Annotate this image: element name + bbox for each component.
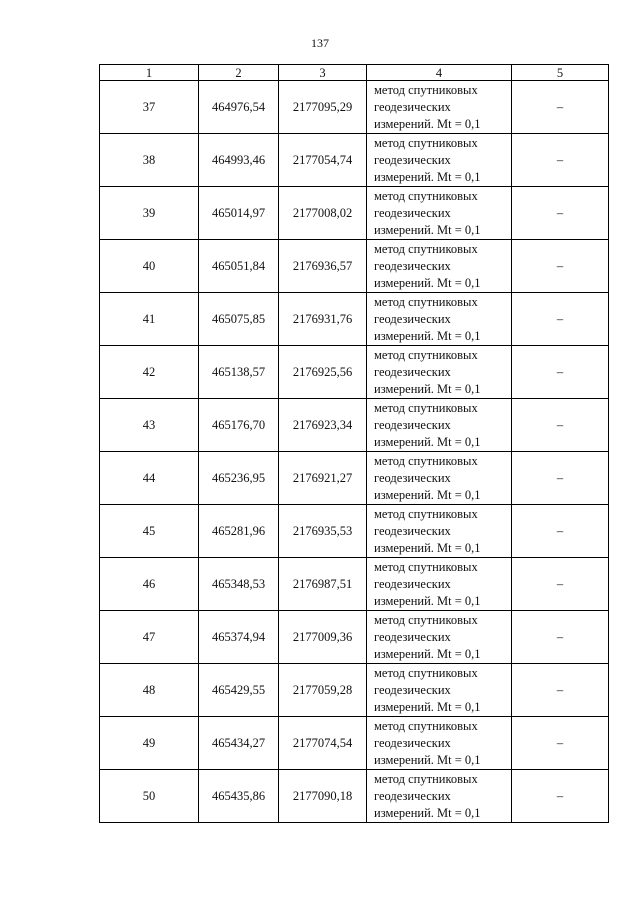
note-cell: – — [512, 293, 609, 346]
table-row — [100, 664, 609, 717]
method-line: метод спутниковых — [374, 400, 478, 415]
note-cell: – — [512, 717, 609, 770]
point-number-cell: 44 — [100, 452, 199, 505]
method-line: геодезических — [374, 682, 451, 697]
x-coordinate-cell: 464976,54 — [199, 81, 279, 134]
point-number-cell: 37 — [100, 81, 199, 134]
table-row — [100, 770, 609, 823]
y-coordinate-cell: 2177095,29 — [279, 81, 367, 134]
note-cell: – — [512, 399, 609, 452]
method-line: метод спутниковых — [374, 82, 478, 97]
point-number-cell: 47 — [100, 611, 199, 664]
method-line: геодезических — [374, 629, 451, 644]
method-line: метод спутниковых — [374, 612, 478, 627]
table-row — [100, 717, 609, 770]
point-number-cell: 39 — [100, 187, 199, 240]
method-line: геодезических — [374, 205, 451, 220]
x-coordinate-cell: 465138,57 — [199, 346, 279, 399]
point-number-cell: 43 — [100, 399, 199, 452]
method-line: геодезических — [374, 99, 451, 114]
method-line: геодезических — [374, 258, 451, 273]
method-line: измерений. Mt = 0,1 — [374, 328, 481, 343]
method-line: метод спутниковых — [374, 559, 478, 574]
note-cell: – — [512, 611, 609, 664]
method-line: измерений. Mt = 0,1 — [374, 169, 481, 184]
method-cell — [367, 187, 512, 240]
y-coordinate-cell: 2176925,56 — [279, 346, 367, 399]
point-number-cell: 40 — [100, 240, 199, 293]
y-coordinate-cell: 2176987,51 — [279, 558, 367, 611]
method-line: геодезических — [374, 152, 451, 167]
method-line: измерений. Mt = 0,1 — [374, 434, 481, 449]
method-line: метод спутниковых — [374, 135, 478, 150]
method-line: метод спутниковых — [374, 347, 478, 362]
y-coordinate-cell: 2177074,54 — [279, 717, 367, 770]
method-cell — [367, 717, 512, 770]
method-cell — [367, 240, 512, 293]
page-number: 137 — [311, 36, 329, 50]
note-cell: – — [512, 505, 609, 558]
x-coordinate-cell: 465236,95 — [199, 452, 279, 505]
table-row — [100, 134, 609, 187]
point-number-cell: 46 — [100, 558, 199, 611]
column-header-5: 5 — [512, 65, 609, 81]
method-line: метод спутниковых — [374, 241, 478, 256]
method-line: измерений. Mt = 0,1 — [374, 381, 481, 396]
method-line: метод спутниковых — [374, 771, 478, 786]
method-line: измерений. Mt = 0,1 — [374, 116, 481, 131]
method-line: геодезических — [374, 470, 451, 485]
point-number-cell: 45 — [100, 505, 199, 558]
method-line: метод спутниковых — [374, 453, 478, 468]
point-number-cell: 38 — [100, 134, 199, 187]
note-cell: – — [512, 558, 609, 611]
coordinates-table — [99, 64, 609, 823]
method-line: метод спутниковых — [374, 506, 478, 521]
point-number-cell: 41 — [100, 293, 199, 346]
method-line: измерений. Mt = 0,1 — [374, 275, 481, 290]
method-cell — [367, 664, 512, 717]
x-coordinate-cell: 465348,53 — [199, 558, 279, 611]
note-cell: – — [512, 770, 609, 823]
x-coordinate-cell: 464993,46 — [199, 134, 279, 187]
column-header-4: 4 — [367, 65, 512, 81]
column-header-2: 2 — [199, 65, 279, 81]
method-cell — [367, 293, 512, 346]
method-cell — [367, 505, 512, 558]
x-coordinate-cell: 465435,86 — [199, 770, 279, 823]
method-cell — [367, 558, 512, 611]
table-row — [100, 452, 609, 505]
table-row — [100, 293, 609, 346]
y-coordinate-cell: 2176921,27 — [279, 452, 367, 505]
method-line: измерений. Mt = 0,1 — [374, 222, 481, 237]
method-line: измерений. Mt = 0,1 — [374, 699, 481, 714]
method-line: измерений. Mt = 0,1 — [374, 805, 481, 820]
method-cell — [367, 770, 512, 823]
y-coordinate-cell: 2176931,76 — [279, 293, 367, 346]
column-header-1: 1 — [100, 65, 199, 81]
note-cell: – — [512, 452, 609, 505]
note-cell: – — [512, 240, 609, 293]
method-line: геодезических — [374, 576, 451, 591]
method-line: измерений. Mt = 0,1 — [374, 752, 481, 767]
method-cell — [367, 134, 512, 187]
table-row — [100, 399, 609, 452]
table-row — [100, 81, 609, 134]
y-coordinate-cell: 2177054,74 — [279, 134, 367, 187]
table-row — [100, 611, 609, 664]
method-line: геодезических — [374, 788, 451, 803]
y-coordinate-cell: 2176936,57 — [279, 240, 367, 293]
x-coordinate-cell: 465176,70 — [199, 399, 279, 452]
method-line: измерений. Mt = 0,1 — [374, 593, 481, 608]
note-cell: – — [512, 187, 609, 240]
table-row — [100, 187, 609, 240]
method-line: метод спутниковых — [374, 294, 478, 309]
y-coordinate-cell: 2176935,53 — [279, 505, 367, 558]
x-coordinate-cell: 465434,27 — [199, 717, 279, 770]
table-header-row — [100, 65, 609, 81]
method-line: измерений. Mt = 0,1 — [374, 540, 481, 555]
y-coordinate-cell: 2177090,18 — [279, 770, 367, 823]
method-cell — [367, 81, 512, 134]
point-number-cell: 50 — [100, 770, 199, 823]
table-row — [100, 346, 609, 399]
x-coordinate-cell: 465429,55 — [199, 664, 279, 717]
method-line: геодезических — [374, 364, 451, 379]
method-line: геодезических — [374, 523, 451, 538]
table-row — [100, 240, 609, 293]
method-line: геодезических — [374, 417, 451, 432]
point-number-cell: 42 — [100, 346, 199, 399]
x-coordinate-cell: 465075,85 — [199, 293, 279, 346]
method-line: геодезических — [374, 311, 451, 326]
method-cell — [367, 399, 512, 452]
x-coordinate-cell: 465051,84 — [199, 240, 279, 293]
y-coordinate-cell: 2177059,28 — [279, 664, 367, 717]
y-coordinate-cell: 2177008,02 — [279, 187, 367, 240]
note-cell: – — [512, 134, 609, 187]
point-number-cell: 49 — [100, 717, 199, 770]
note-cell: – — [512, 346, 609, 399]
method-cell — [367, 611, 512, 664]
note-cell: – — [512, 664, 609, 717]
method-cell — [367, 346, 512, 399]
method-line: метод спутниковых — [374, 188, 478, 203]
y-coordinate-cell: 2176923,34 — [279, 399, 367, 452]
x-coordinate-cell: 465374,94 — [199, 611, 279, 664]
method-cell — [367, 452, 512, 505]
y-coordinate-cell: 2177009,36 — [279, 611, 367, 664]
note-cell: – — [512, 81, 609, 134]
table-row — [100, 505, 609, 558]
method-line: измерений. Mt = 0,1 — [374, 487, 481, 502]
point-number-cell: 48 — [100, 664, 199, 717]
table-row — [100, 558, 609, 611]
column-header-3: 3 — [279, 65, 367, 81]
x-coordinate-cell: 465014,97 — [199, 187, 279, 240]
x-coordinate-cell: 465281,96 — [199, 505, 279, 558]
method-line: метод спутниковых — [374, 718, 478, 733]
method-line: геодезических — [374, 735, 451, 750]
method-line: метод спутниковых — [374, 665, 478, 680]
method-line: измерений. Mt = 0,1 — [374, 646, 481, 661]
